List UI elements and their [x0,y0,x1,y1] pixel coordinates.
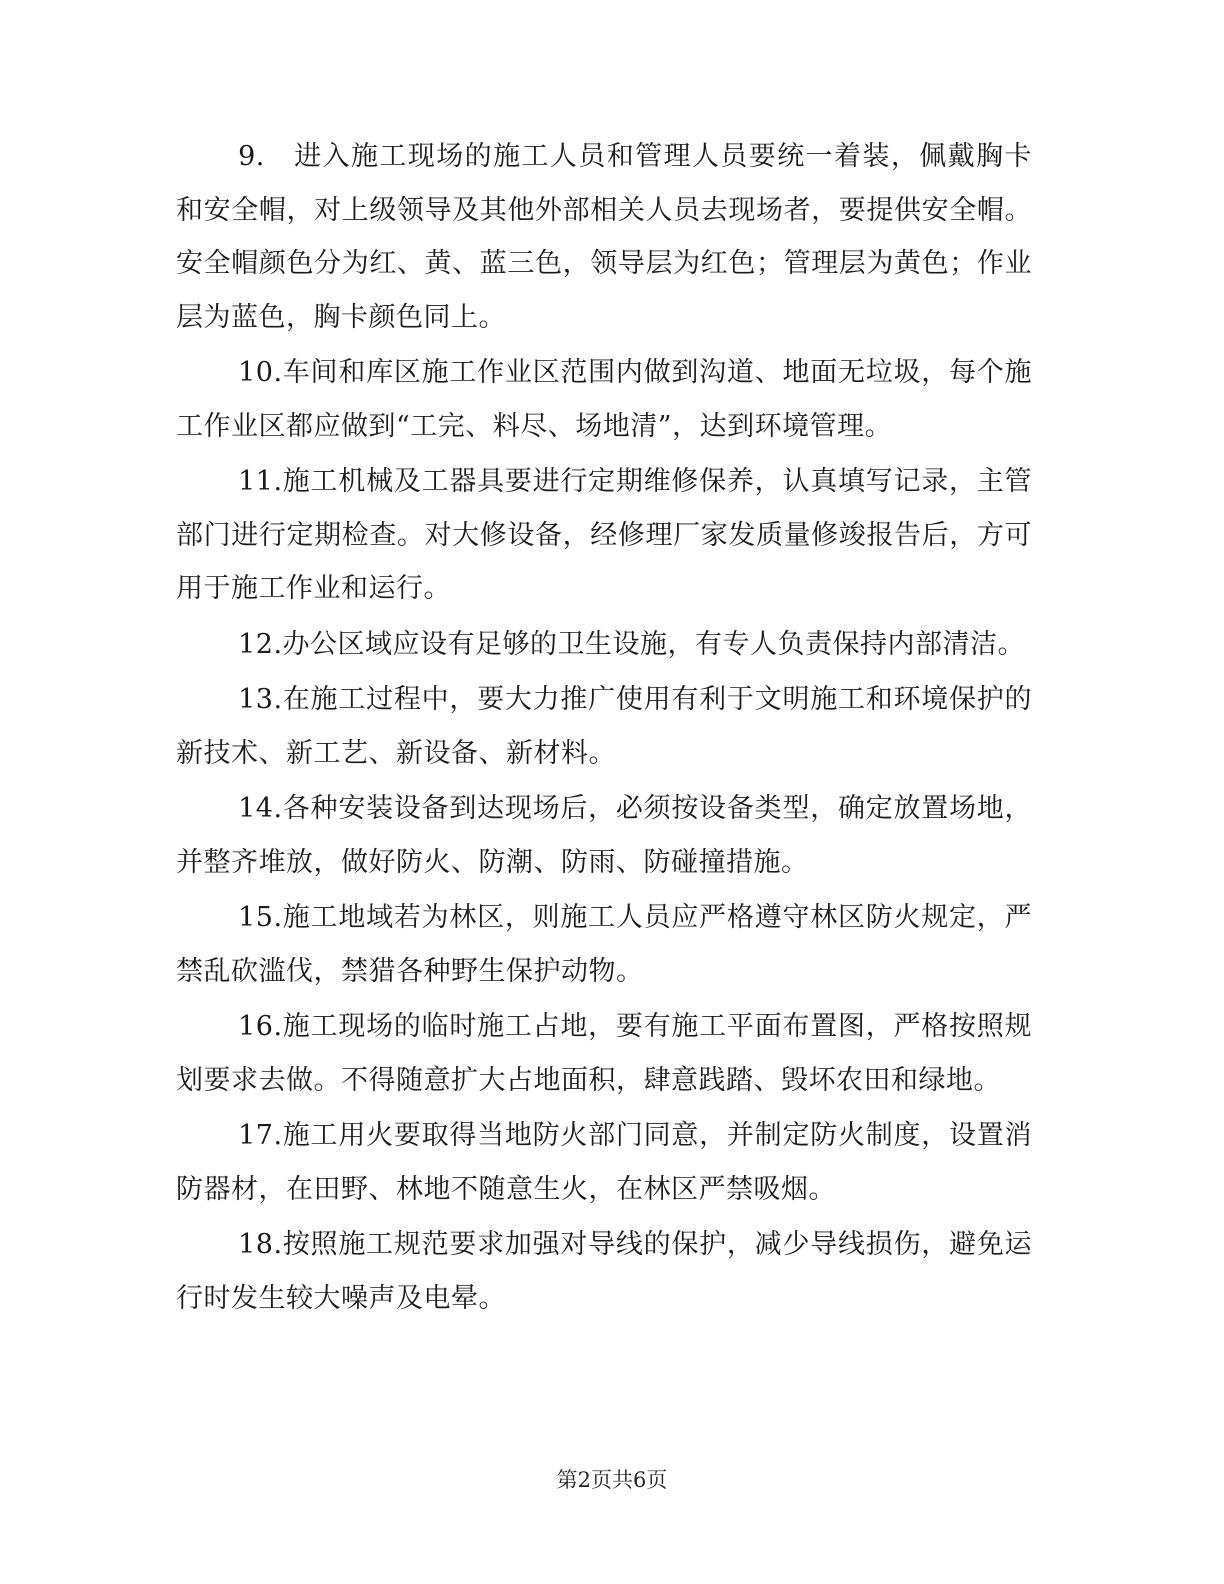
paragraph-18 [176,1218,1032,1325]
paragraph-number: 17. [238,1120,283,1151]
paragraph-text: 办公区域应设有足够的卫生设施，有专人负责保持内部清洁。 [282,628,1026,660]
page-footer [0,1464,1224,1494]
paragraph-text: 车间和库区施工作业区范围内做到沟道、地面无垃圾，每个施工作业区都应做到“工完、料尽、场地清”，达到环境管理。 [176,357,1032,442]
paragraph-text: 按照施工规范要求加强对导线的保护，减少导线损伤，避免运行时发生较大噪声及电晕。 [176,1229,1032,1314]
paragraph-text: 各种安装设备到达现场后，必须按设备类型，确定放置场地，并整齐堆放，做好防火、防潮、防雨、防碰撞措施。 [176,793,1032,878]
paragraph-12 [176,618,1032,672]
paragraph-17 [176,1109,1032,1216]
paragraph-10 [176,346,1032,453]
page-number-label: 第2页共6页 [556,1468,668,1492]
paragraph-11 [176,455,1032,616]
paragraph-15 [176,891,1032,998]
paragraph-number: 10. [238,357,283,388]
paragraph-number: 13. [238,684,283,715]
paragraph-number: 9. [238,141,295,172]
paragraph-9 [176,130,1032,344]
paragraph-text: 进入施工现场的施工人员和管理人员要统一着装，佩戴胸卡和安全帽，对上级领导及其他外部相关人员去现场者，要提供安全帽。安全帽颜色分为红、黄、蓝三色，领导层为红色；管理层为黄色；作业层为蓝色，胸卡颜色同上。 [176,141,1033,333]
paragraph-number: 15. [238,902,283,933]
document-body [176,130,1032,1327]
paragraph-13 [176,673,1032,780]
paragraph-number: 16. [238,1011,283,1042]
paragraph-14 [176,782,1032,889]
paragraph-16 [176,1000,1032,1107]
paragraph-text: 施工现场的临时施工占地，要有施工平面布置图，严格按照规划要求去做。不得随意扩大占地面积，肆意践踏、毁坏农田和绿地。 [176,1011,1032,1096]
paragraph-text: 施工地域若为林区，则施工人员应严格遵守林区防火规定，严禁乱砍滥伐，禁猎各种野生保护动物。 [176,902,1032,987]
paragraph-text: 在施工过程中，要大力推广使用有利于文明施工和环境保护的新技术、新工艺、新设备、新材料。 [176,684,1032,769]
paragraph-number: 12. [238,628,283,660]
paragraph-number: 11. [238,466,283,497]
paragraph-number: 18. [238,1229,283,1260]
paragraph-number: 14. [238,793,283,824]
paragraph-text: 施工用火要取得当地防火部门同意，并制定防火制度，设置消防器材，在田野、林地不随意生火，在林区严禁吸烟。 [176,1120,1032,1205]
paragraph-text: 施工机械及工器具要进行定期维修保养，认真填写记录，主管部门进行定期检查。对大修设备，经修理厂家发质量修竣报告后，方可用于施工作业和运行。 [176,466,1032,604]
